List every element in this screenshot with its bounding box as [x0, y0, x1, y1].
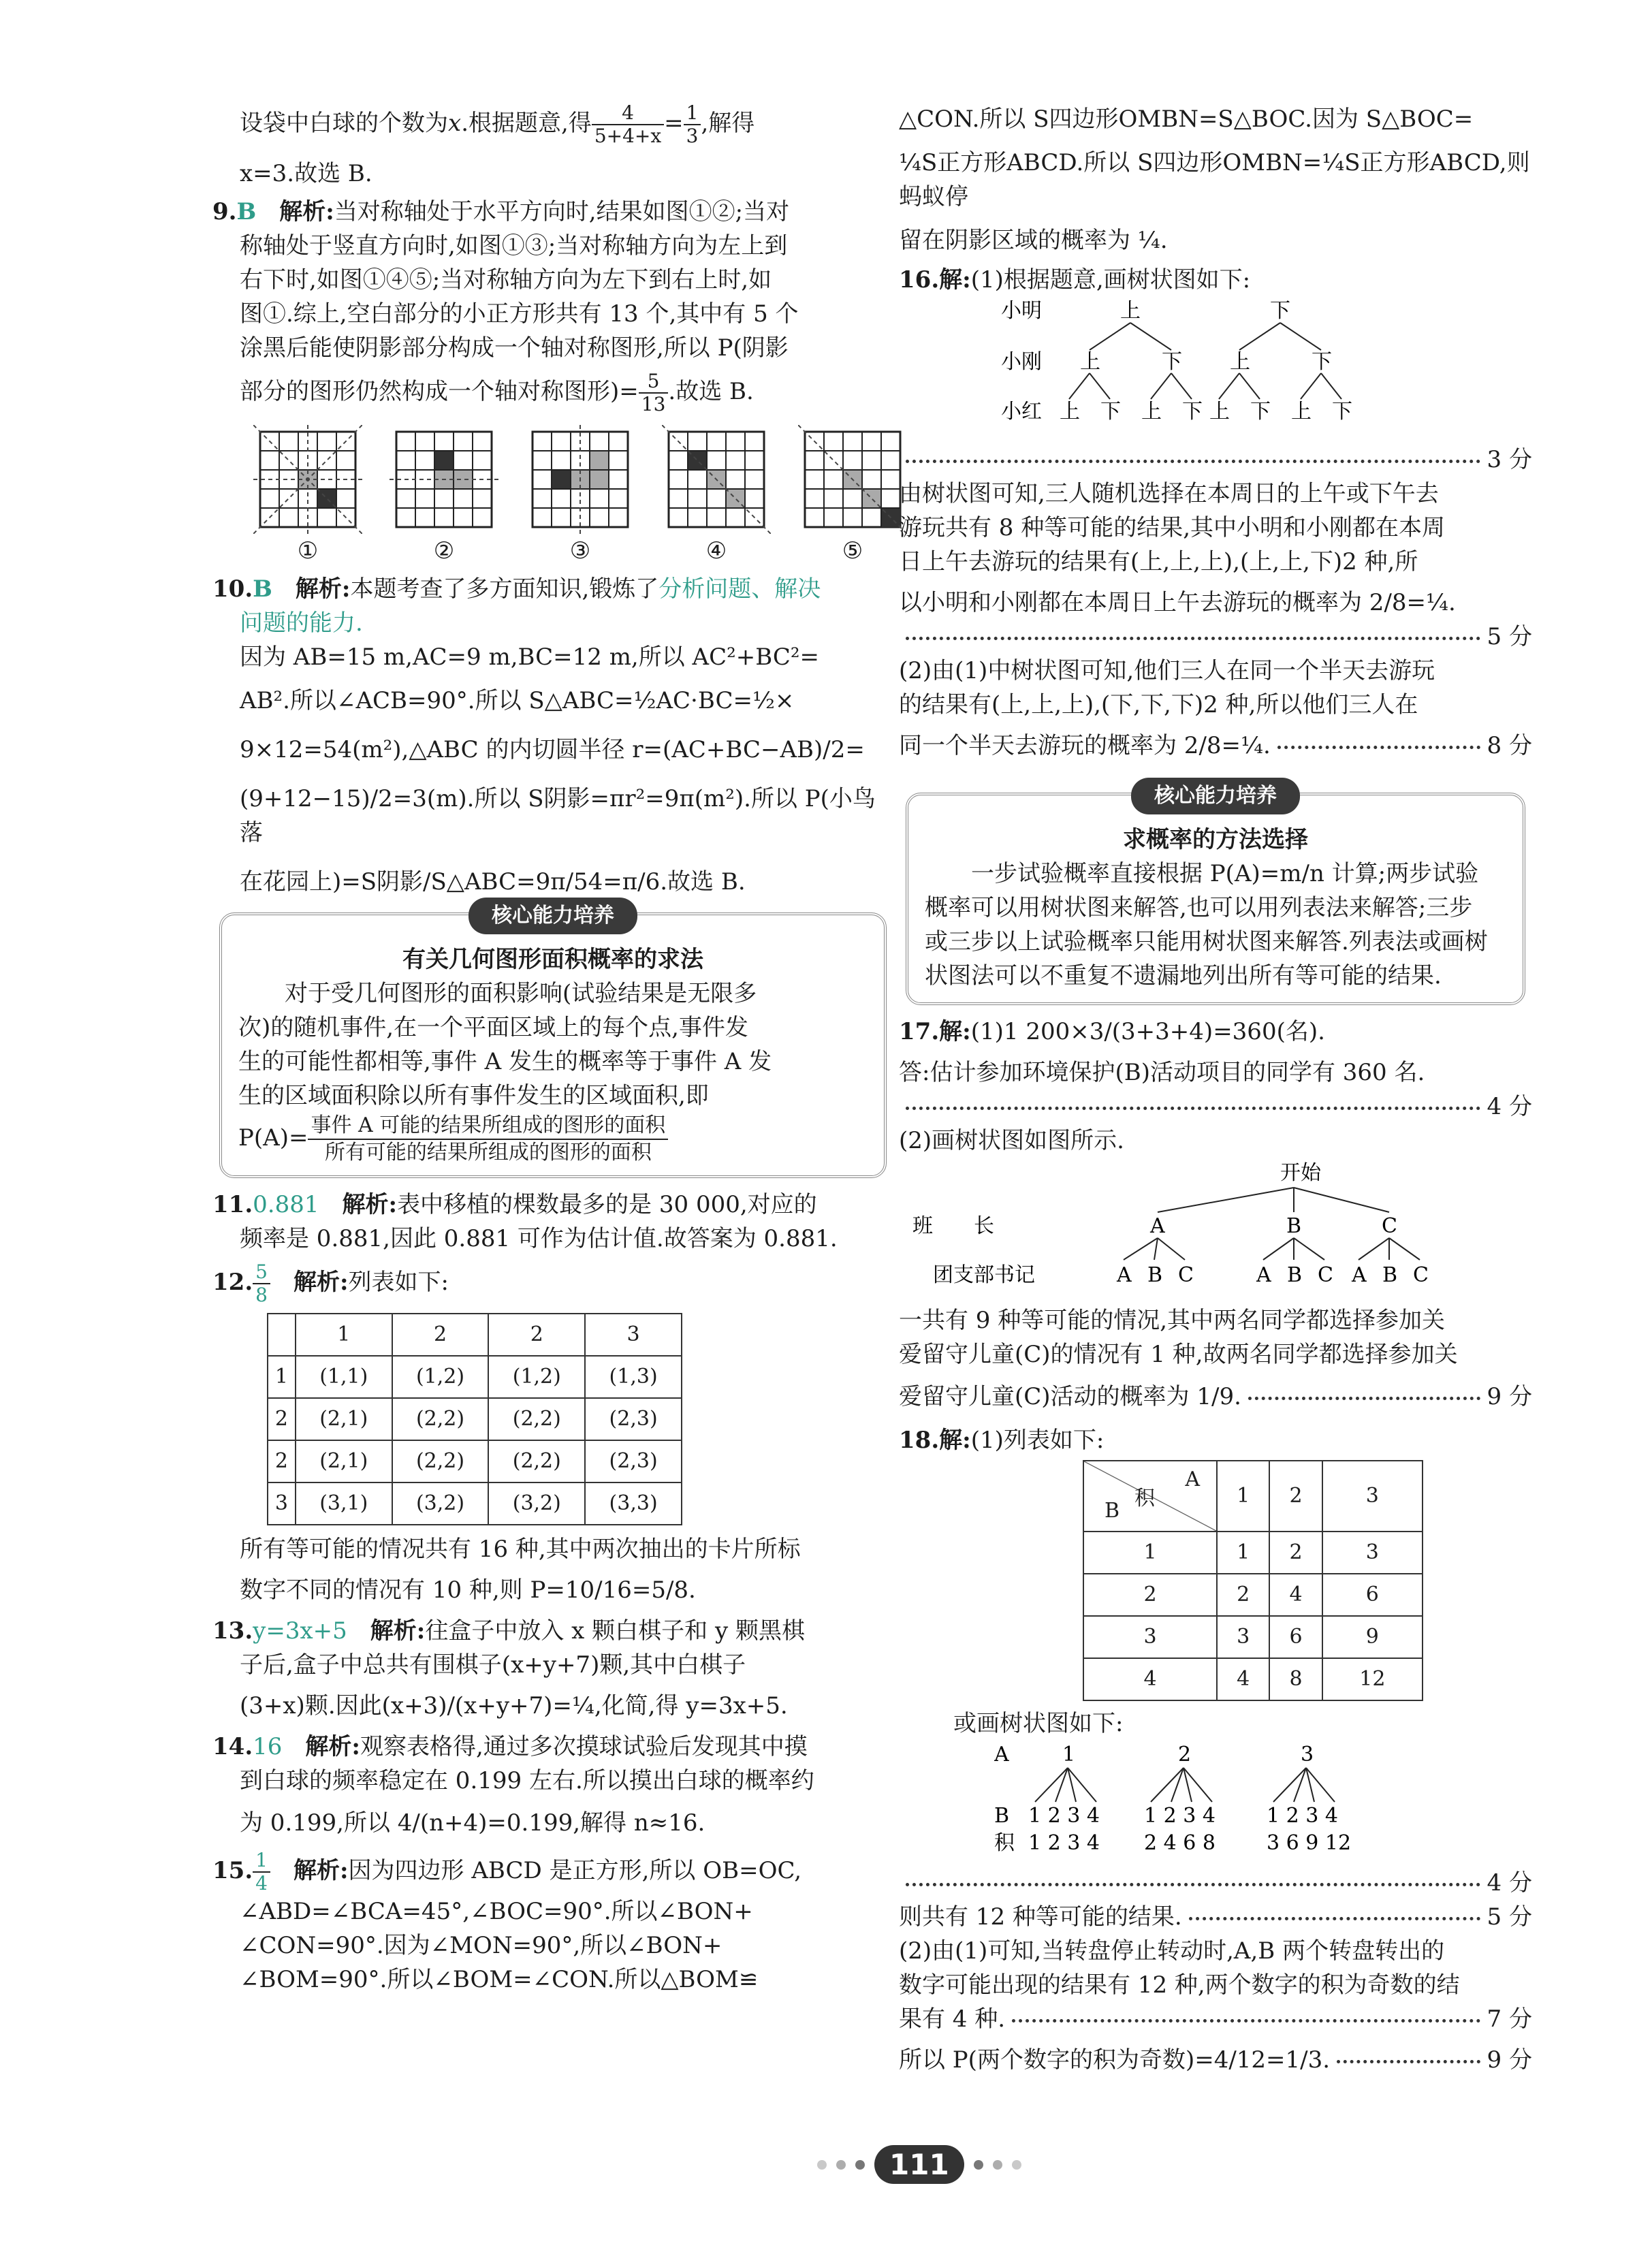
page-number: 111 — [874, 2145, 964, 2184]
svg-text:下: 下 — [1182, 400, 1203, 424]
figure-5: ⑤ — [798, 425, 907, 568]
svg-text:上: 上 — [1230, 350, 1250, 374]
right-column — [899, 102, 1532, 2077]
svg-text:1 2 3 4: 1 2 3 4 — [1028, 1831, 1100, 1855]
q16-tree-diagram — [1001, 297, 1382, 433]
svg-text:下: 下 — [1162, 350, 1182, 374]
svg-text:上: 上 — [1060, 400, 1080, 424]
q13-block: 13.y=3x+5 解析:往盒子中放入 x 颗白棋子和 y 颗黑棋 子后,盒子中总共有围棋子(x+y+7)颗,其中白棋子 (3+x)颗.因此(x+3)/(x+y+7)=¼,化简,得 y=3x+5. — [212, 1617, 805, 1719]
tree-label-xiaohong: 小红 — [1001, 400, 1042, 424]
q9-block: 9.B 解析:当对称轴处于水平方向时,结果如图①②;当对 称轴处于竖直方向时,如图①③;当对称轴方向为左上到 右下时,如图①④⑤;当对称轴方向为左下到右上时,如 图①.综上,空白部分的小正方形共有 13 个,其中有 5 个 涂黑后能使阴影部分构成一个轴对称图形,所以 P(阴影 部分的图形仍然构成一个轴对称图形)= $\frac{5}{13}$ .故选 B. — [212, 198, 799, 415]
q8-line2: x=3.故选 B. — [240, 160, 372, 187]
svg-text:3 6 9 12: 3 6 9 12 — [1267, 1831, 1352, 1855]
tip-badge-2: 核心能力培养 — [1131, 778, 1300, 814]
svg-text:下: 下 — [1332, 400, 1352, 424]
svg-text:3: 3 — [1301, 1743, 1314, 1766]
svg-text:1 2 3 4: 1 2 3 4 — [1028, 1804, 1100, 1828]
svg-text:上: 上 — [1209, 400, 1230, 424]
q12-table: 1 2 2 3 1 (1,1) (1,2) (1,2) (1,3) 2 (2,1) (2,2) (2,2) (2,3) 2 (2,1) (2,2) (2,2) (2,3) 3 (3,1) (3,2) (3,2) (3,3) — [267, 1313, 682, 1525]
q18-table: A 积 B 1 2 3 1 1 2 3 2 2 4 6 3 3 6 9 4 4 8 12 — [1083, 1460, 1423, 1701]
figure-3: ③ — [526, 425, 635, 568]
q16-score-line-2: 5 分 — [899, 620, 1532, 654]
figure-1: ① — [253, 425, 362, 568]
q17-tree-diagram — [899, 1158, 1457, 1294]
figure-2: ② — [390, 425, 498, 568]
q17-score-line-1: 4 分 — [899, 1090, 1532, 1124]
tip-title: 有关几何图形面积概率的求法 — [402, 946, 703, 973]
q15-block: 15. $\frac{1}{4}$ 解析:因为四边形 ABCD 是正方形,所以 OB=OC, ∠ABD=∠BCA=45°,∠BOC=90°.所以∠BON+ ∠CON=90°.因为∠MON=90°,所以∠BON+ ∠BOM=90°.所以∠BOM=∠CON.所以△BOM≌ — [212, 1849, 802, 1993]
q16-score-line-3: 同一个半天去游玩的概率为 2/8=¼. 8 分 — [899, 732, 1532, 759]
svg-text:B: B — [1382, 1263, 1398, 1287]
q18-score-line-1: 4 分 — [899, 1866, 1532, 1900]
svg-text:B: B — [994, 1804, 1010, 1828]
svg-text:积: 积 — [994, 1831, 1015, 1855]
q14-block: 14.16 解析:观察表格得,通过多次摸球试验后发现其中摸 到白球的频率稳定在 0.199 左右.所以摸出白球的概率约 为 0.199,所以 4/(n+4)=0.199,解得 n≈16. — [212, 1733, 814, 1837]
tip-box-method: 核心能力培养 求概率的方法选择 一步试验概率直接根据 P(A)=m/n 计算;两步试验 概率可以用树状图来解答,也可以用列表法来解答;三步 或三步以上试验概率只能用树状图来解答.列表法或画树 状图法可以不重复不遗漏地列出所有等可能的结果. — [906, 793, 1525, 1005]
svg-text:A: A — [1256, 1263, 1271, 1287]
svg-text:上: 上 — [1141, 400, 1162, 424]
svg-text:1: 1 — [1062, 1743, 1076, 1766]
svg-text:2: 2 — [1178, 1743, 1192, 1766]
q18-score-line-3: 果有 4 种. 7 分 — [899, 2005, 1532, 2033]
svg-text:下: 下 — [1270, 299, 1290, 323]
svg-text:A: A — [994, 1743, 1009, 1766]
svg-text:班 长: 班 长 — [912, 1214, 994, 1238]
page-number-footer — [817, 2145, 1021, 2184]
svg-text:上: 上 — [1080, 350, 1100, 374]
q17-block: 17.解:(1)1 200×3/(3+3+4)=360(名). 答:估计参加环境保护(B)活动项目的同学有 360 名. 4 分 (2)画树状图如图所示. 开始 班 长 A B C 团支部书记 A B C A B C A B C 一共有 9 种等可能的情况,其中两名同学都选择参加关 爱留守儿童(C)的情况有 1 种,故两名同学都选择参加关 爱留守儿童(C)活动的概率为 1/9. 9 分 — [899, 1015, 1532, 1414]
tree-label-xiaoming: 小明 — [1001, 299, 1042, 323]
svg-text:上: 上 — [1120, 299, 1141, 323]
svg-text:1 2 3 4: 1 2 3 4 — [1144, 1804, 1216, 1828]
q9-figures — [253, 425, 893, 568]
svg-text:A: A — [1352, 1263, 1367, 1287]
svg-text:下: 下 — [1250, 400, 1271, 424]
svg-text:上: 上 — [1291, 400, 1312, 424]
tip-box-geometry: 核心能力培养 有关几何图形面积概率的求法 对于受几何图形的面积影响(试验结果是无限多 次)的随机事件,在一个平面区域上的每个点,事件发 生的可能性都相等,事件 A 发生的概率等于事件 A 发 生的区域面积除以所有事件发生的区域面积,即 P(A)= 事件 A 可能的结果所组成的图形的面积 所有可能的结果所组成的图形的面积 — [219, 913, 887, 1178]
svg-text:1 2 3 4: 1 2 3 4 — [1267, 1804, 1338, 1828]
svg-text:下: 下 — [1100, 400, 1121, 424]
q18-score-line-2: 则共有 12 种等可能的结果. 5 分 — [899, 1903, 1532, 1931]
q17-score-line-2: 爱留守儿童(C)活动的概率为 1/9. 9 分 — [899, 1383, 1532, 1410]
q10-block: 10.B 解析:本题考查了多方面知识,锻炼了分析问题、解决 问题的能力. 因为 AB=15 m,AC=9 m,BC=12 m,所以 AC²+BC²= AB².所以∠ACB=90°.所以 S△ABC=½AC·BC=½× 9×12=54(m²),△ABC 的内切圆半径 r=(AC+BC−AB)/2= (9+12−15)/2=3(m).所以 S阴影=πr²=9π(m²).所以 P(小鸟落 在花园上)=S阴影/S△ABC=9π/54=π/6.故选 B. — [212, 575, 876, 895]
q18-block: 18.解:(1)列表如下: A 积 B 1 2 3 1 1 2 3 2 2 4 6 3 3 6 9 4 4 8 12 或画树状图如下: A B 积 1 2 3 1 2 3 4 1 2 3 4 1 2 3 4 1 2 3 4 2 4 6 8 3 6 9 12 4 分 则共有 12 种等可能的结果. 5 分 (2)由(1)可知,当转盘停止转动时,A,B 两个转盘转出的 数字可能出现的结果有 12 种,两个数字的积为奇数的结 果有 4 种. 7 分 所以 P(两个数字的积为奇数)=4/12=1/3. 9 分 — [899, 1423, 1532, 2077]
svg-text:下: 下 — [1312, 350, 1332, 374]
tip-badge: 核心能力培养 — [468, 898, 637, 934]
q18-tree-diagram — [994, 1741, 1403, 1856]
q16-score-line-1: 3 分 — [899, 443, 1532, 477]
svg-text:B: B — [1147, 1263, 1163, 1287]
svg-text:B: B — [1286, 1214, 1302, 1238]
svg-text:C: C — [1178, 1263, 1194, 1287]
q16-block: 16.解:(1)根据题意,画树状图如下: 小明 小刚 小红 上 下 上 下 上 下 上 下 上 下 上 下 上 下 3 分 由树状图可知,三人随机选择在本周日的上午或下午去 游玩共有 8 种等可能的结果,其中小明和小刚都在本周 日上午去游玩的结果有(上,上,上),(上,上,下)2 种,所 以小明和小刚都在本周日上午去游玩的概率为 2/8=¼. 5 分 (2)由(1)中树状图可知,他们三人在同一个半天去游玩 的结果有(上,上,上),(下,下,下)2 种,所以他们三人在 同一个半天去游玩的概率为 2/8=¼. 8 分 — [899, 263, 1532, 763]
svg-text:A: A — [1117, 1263, 1132, 1287]
svg-text:C: C — [1318, 1263, 1333, 1287]
q11-block: 11.0.881 解析:表中移植的棵数最多的是 30 000,对应的 频率是 0.881,因此 0.881 可作为估计值.故答案为 0.881. — [212, 1191, 838, 1252]
svg-text:C: C — [1382, 1214, 1397, 1238]
svg-text:开始: 开始 — [1280, 1161, 1321, 1185]
svg-text:B: B — [1287, 1263, 1303, 1287]
tree-label-xiaogang: 小刚 — [1001, 350, 1042, 374]
svg-text:A: A — [1150, 1214, 1165, 1238]
q12-block: 12. $\frac{5}{8}$ 解析:列表如下: 1 2 2 3 1 (1,1) (1,2) (1,2) (1,3) 2 (2,1) (2,2) (2,2) (2,3) 2 (2,1) (2,2) (2,2) (2,3) 3 (3,1) (3,2) (3,2) (3,3) 所有等可能的情况共有 16 种,其中两次抽出的卡片所标 数字不同的情况有 10 种,则 P=10/16=5/8. — [212, 1260, 801, 1604]
left-column — [212, 102, 893, 1997]
q18-score-line-4: 所以 P(两个数字的积为奇数)=4/12=1/3. 9 分 — [899, 2046, 1532, 2074]
q8-line1: 设袋中白球的个数为x.根据题意,得 $\frac{4}{5+4+x}$ = $\frac{1}{3}$ ,解得 — [240, 101, 755, 147]
svg-text:2 4 6 8: 2 4 6 8 — [1144, 1831, 1216, 1855]
q15-continued: △CON.所以 S四边形OMBN=S△BOC.因为 S△BOC= ¼S正方形ABCD.所以 S四边形OMBN=¼S正方形ABCD,则蚂蚁停 留在阴影区域的概率为 ¼. — [899, 106, 1530, 254]
figure-4: ④ — [662, 425, 771, 568]
svg-text:C: C — [1413, 1263, 1429, 1287]
svg-text:团支部书记: 团支部书记 — [933, 1263, 1035, 1287]
